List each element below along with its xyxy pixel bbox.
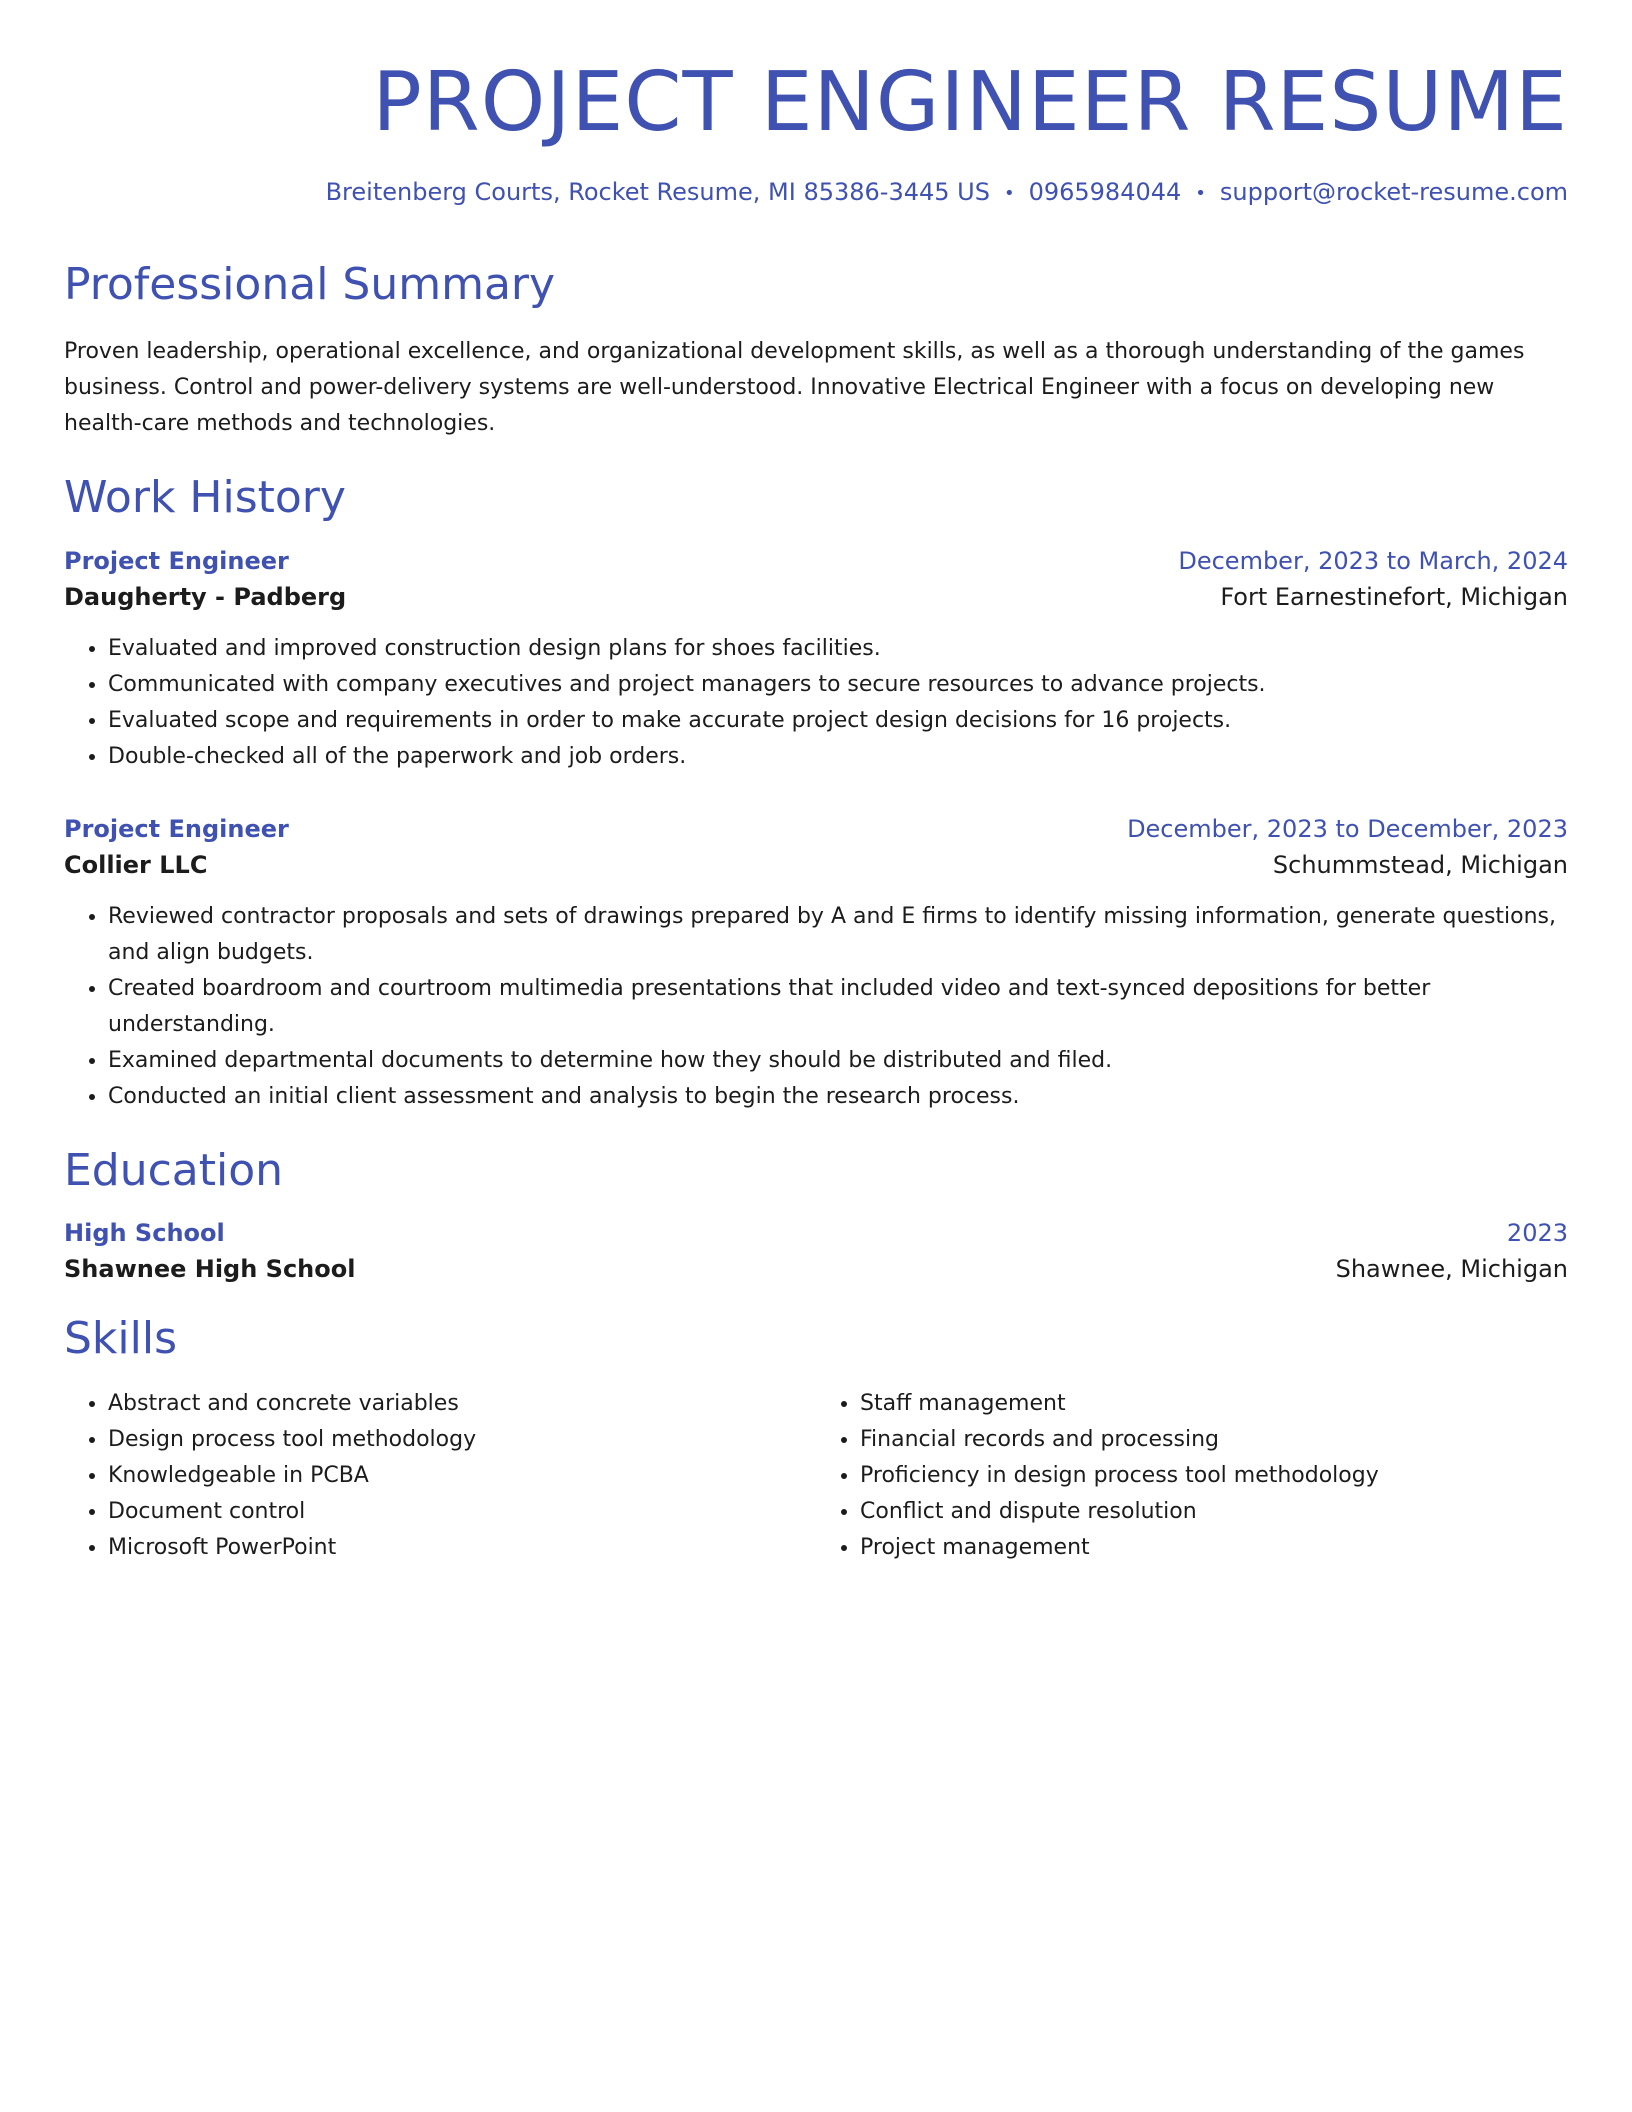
skills-column-left xyxy=(64,1386,816,1566)
job-bullet: • Double-checked all of the paperwork and job orders. xyxy=(108,739,1568,775)
job-bullet: • Created boardroom and courtroom multimedia presentations that included video and text-synced depositions for better understanding. xyxy=(108,971,1568,1043)
job-location: Fort Earnestinefort, Michigan xyxy=(1220,582,1568,611)
education-heading: Education xyxy=(64,1144,284,1196)
job-location: Schummstead, Michigan xyxy=(1272,850,1568,879)
summary-section xyxy=(64,259,1568,442)
skills-list xyxy=(816,1386,1568,1566)
job-title: Project Engineer xyxy=(64,546,289,575)
job-bullet: • Evaluated and improved construction design plans for shoes facilities. xyxy=(108,631,1568,667)
work-history-section xyxy=(64,472,1568,1115)
education-section xyxy=(64,1145,1568,1284)
education-header-row xyxy=(64,1219,1568,1247)
education-entry xyxy=(64,1219,1568,1283)
job-dates: December, 2023 to December, 2023 xyxy=(1127,814,1568,843)
job-bullets xyxy=(64,631,1568,775)
skill-item: • Proficiency in design process tool methodology xyxy=(860,1458,1568,1494)
skills-heading: Skills xyxy=(64,1313,178,1365)
job-entry xyxy=(64,547,1568,775)
skill-item: • Microsoft PowerPoint xyxy=(108,1530,816,1566)
job-bullet: • Communicated with company executives and project managers to secure resources to advance projects. xyxy=(108,667,1568,703)
job-company: Daugherty - Padberg xyxy=(64,582,347,611)
education-location: Shawnee, Michigan xyxy=(1335,1255,1568,1284)
contact-address: Breitenberg Courts, Rocket Resume, MI 85386-3445 US xyxy=(325,178,990,207)
skills-grid xyxy=(64,1386,1568,1566)
job-header-row xyxy=(64,547,1568,575)
contact-phone: 0965984044 xyxy=(1028,178,1182,207)
education-degree: High School xyxy=(64,1219,225,1248)
resume-title: PROJECT ENGINEER RESUME xyxy=(372,55,1568,150)
job-company: Collier LLC xyxy=(64,850,208,879)
summary-text: Proven leadership, operational excellence, and organizational development skills, as well as a thorough understanding of the games business. Control and power-delivery systems are well-understood. Innovative Electrical Engineer with a focus on developing new health-care methods and technologies. xyxy=(64,338,1525,436)
job-bullet: • Examined departmental documents to determine how they should be distributed and filed. xyxy=(108,1043,1568,1079)
job-bullet: • Conducted an initial client assessment and analysis to begin the research process. xyxy=(108,1079,1568,1115)
education-year: 2023 xyxy=(1506,1219,1568,1248)
job-bullet: • Reviewed contractor proposals and sets of drawings prepared by A and E firms to identify missing information, generate questions, and align budgets. xyxy=(108,899,1568,971)
job-dates: December, 2023 to March, 2024 xyxy=(1178,546,1568,575)
skill-item: • Knowledgeable in PCBA xyxy=(108,1458,816,1494)
job-title: Project Engineer xyxy=(64,814,289,843)
skill-item: • Abstract and concrete variables xyxy=(108,1386,816,1422)
resume-header xyxy=(64,56,1568,207)
contact-separator: • xyxy=(1195,182,1206,204)
skills-list xyxy=(64,1386,816,1566)
education-school: Shawnee High School xyxy=(64,1255,356,1284)
contact-email[interactable]: support@rocket-resume.com xyxy=(1219,178,1568,207)
skill-item: • Project management xyxy=(860,1530,1568,1566)
skill-item: • Document control xyxy=(108,1494,816,1530)
skills-section xyxy=(64,1313,1568,1566)
skills-column-right xyxy=(816,1386,1568,1566)
work-history-heading: Work History xyxy=(64,471,346,523)
skill-item: • Conflict and dispute resolution xyxy=(860,1494,1568,1530)
skill-item: • Financial records and processing xyxy=(860,1422,1568,1458)
education-school-row xyxy=(64,1255,1568,1283)
contact-separator: • xyxy=(1003,182,1015,204)
job-bullet: • Evaluated scope and requirements in order to make accurate project design decisions for 16 projects. xyxy=(108,703,1568,739)
contact-line xyxy=(64,178,1568,207)
summary-heading: Professional Summary xyxy=(64,259,556,311)
job-bullets xyxy=(64,899,1568,1115)
job-header-row xyxy=(64,815,1568,843)
job-company-row xyxy=(64,851,1568,879)
job-company-row xyxy=(64,583,1568,611)
skill-item: • Design process tool methodology xyxy=(108,1422,816,1458)
job-entry xyxy=(64,815,1568,1115)
skill-item: • Staff management xyxy=(860,1386,1568,1422)
